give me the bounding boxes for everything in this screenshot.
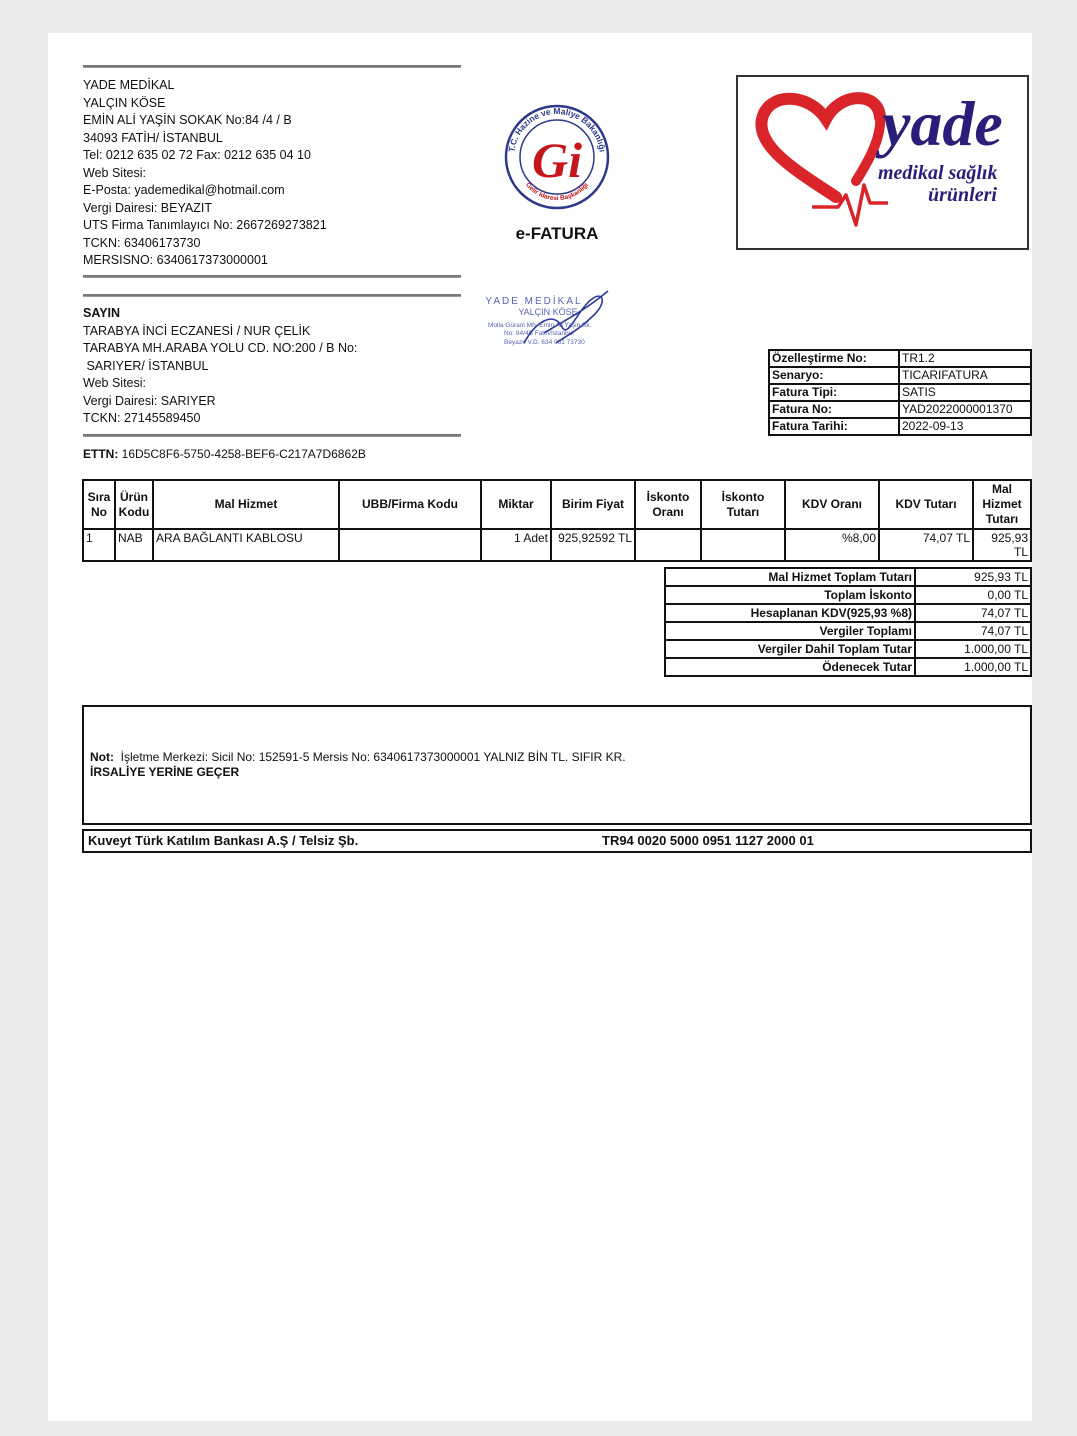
divider [83,294,461,297]
note-line-2: İRSALİYE YERİNE GEÇER [90,765,240,779]
meta-row [769,418,1031,435]
note-content [90,750,626,780]
totals-label: Vergiler Dahil Toplam Tutar [665,640,915,658]
buyer-info [83,305,463,428]
totals-value: 1.000,00 TL [915,658,1031,676]
seller-city: 34093 FATİH/ İSTANBUL [83,130,223,145]
totals-value: 74,07 TL [915,622,1031,640]
totals-value: 0,00 TL [915,586,1031,604]
totals-row [665,658,1031,676]
logo-brand: yade [882,88,1003,159]
meta-row [769,384,1031,401]
seller-owner: YALÇIN KÖSE [83,95,166,110]
totals-label: Toplam İskonto [665,586,915,604]
buyer-tckn: TCKN: 27145589450 [83,411,201,425]
note-text: İşletme Merkezi: Sicil No: 152591-5 Mersis No: 6340617373000001 YALNIZ BİN TL. SIFIR KR. [120,750,626,764]
meta-value: YAD2022000001370 [899,401,1031,418]
seller-name: YADE MEDİKAL [83,78,175,92]
col-kdv-orani: KDV Oranı [785,480,879,529]
stamp-line-3: Mollа Gürani Mh. Emin Ali Yaşin Sk. [488,322,592,329]
company-logo-box [736,75,1029,250]
cell-ubb [339,529,481,561]
cell-sira: 1 [83,529,115,561]
totals-row [665,604,1031,622]
seller-email: E-Posta: yademedikal@hotmail.com [83,183,285,197]
totals-label: Hesaplanan KDV(925,93 %8) [665,604,915,622]
col-kdv-tutari: KDV Tutarı [879,480,973,529]
table-row [83,529,1031,561]
meta-label: Fatura Tarihi: [769,418,899,435]
buyer-address: TARABYA MH.ARABA YOLU CD. NO:200 / B No: [83,341,358,355]
document-type: e-FATURA [515,224,599,243]
cell-isk-tutar [701,529,785,561]
meta-value: 2022-09-13 [899,418,1031,435]
table-header-row [83,480,1031,529]
totals-row [665,640,1031,658]
totals-label: Ödenecek Tutar [665,658,915,676]
logo-tagline-1: medikal sağlık [878,162,998,184]
seller-tckn: TCKN: 63406173730 [83,235,201,250]
seller-address: EMİN ALİ YAŞİN SOKAK No:84 /4 / B [83,113,292,127]
stamp-line-4: No: 84/4B Fatih/İstanbul [504,330,574,337]
meta-row [769,367,1031,384]
meta-label: Özelleştirme No: [769,350,899,367]
seller-info [83,77,463,270]
totals-row [665,568,1031,586]
cell-mal: ARA BAĞLANTI KABLOSU [153,529,339,561]
totals-label: Mal Hizmet Toplam Tutarı [665,568,915,586]
seal-letter: Gi [532,132,582,188]
col-sira: Sıra No [83,480,115,529]
totals-value: 1.000,00 TL [915,640,1031,658]
ettn [83,446,366,464]
cell-kod: NAB [115,529,153,561]
totals-value: 925,93 TL [915,568,1031,586]
cell-birim: 925,92592 TL [551,529,635,561]
seller-phone: Tel: 0212 635 02 72 Fax: 0212 635 04 10 [83,148,311,162]
buyer-tax-office: Vergi Dairesi: SARIYER [83,393,216,408]
totals-value: 74,07 TL [915,604,1031,622]
meta-value: TR1.2 [899,350,1031,367]
seller-website: Web Sitesi: [83,165,146,180]
cell-miktar: 1 Adet [481,529,551,561]
company-stamp [484,281,634,353]
seal-ring-text: T.C. Hazine ve Maliye Bakanlığı [506,106,608,153]
line-items-table [82,479,1032,562]
gib-seal-icon [500,103,614,211]
buyer-name: TARABYA İNCİ ECZANESİ / NUR ÇELİK [83,323,311,338]
seller-mersis: MERSISNO: 6340617373000001 [83,253,268,267]
invoice-meta-table [768,349,1032,436]
col-urun-kodu: Ürün Kodu [115,480,153,529]
buyer-heading: SAYIN [83,306,121,320]
stamp-line-2: YALÇIN KÖSE [518,307,578,317]
cell-kdv-oran: %8,00 [785,529,879,561]
note-label: Not: [90,750,114,764]
stamp-line-1: YADE MEDİKAL [485,296,583,307]
ettn-label: ETTN: [83,447,119,461]
divider [83,434,461,437]
stamp-line-5: Beyazıt V.D. 634 061 73730 [504,339,585,346]
meta-label: Fatura No: [769,401,899,418]
meta-row [769,401,1031,418]
col-birim-fiyat: Birim Fiyat [551,480,635,529]
seal-bottom-text: Gelir İdaresi Başkanlığı [524,181,590,203]
seller-uts-no: UTS Firma Tanımlayıcı No: 2667269273821 [83,218,327,232]
col-ubb: UBB/Firma Kodu [339,480,481,529]
cell-isk-oran [635,529,701,561]
bank-iban: TR94 0020 5000 0951 1127 2000 01 [602,833,814,848]
buyer-website: Web Sitesi: [83,376,146,390]
invoice-page [48,33,1032,1421]
totals-table [664,567,1032,677]
divider [83,275,461,278]
logo-tagline-2: ürünleri [928,184,997,206]
buyer-city: SARIYER/ İSTANBUL [83,358,209,373]
divider [83,65,461,68]
totals-label: Vergiler Toplamı [665,622,915,640]
col-mal-hizmet: Mal Hizmet [153,480,339,529]
totals-row [665,622,1031,640]
meta-label: Fatura Tipi: [769,384,899,401]
col-miktar: Miktar [481,480,551,529]
note-box [82,705,1032,825]
heart-logo-icon [738,77,1027,248]
bank-name: Kuveyt Türk Katılım Bankası A.Ş / Telsiz Şb. [88,833,359,848]
col-mh-tutari: Mal Hizmet Tutarı [973,480,1031,529]
cell-kdv-tutar: 74,07 TL [879,529,973,561]
meta-row [769,350,1031,367]
totals-row [665,586,1031,604]
bank-info-bar [82,829,1032,853]
col-iskonto-tutari: İskonto Tutarı [701,480,785,529]
ettn-value: 16D5C8F6-5750-4258-BEF6-C217A7D6862B [121,447,366,461]
meta-value: SATIS [899,384,1031,401]
cell-mh-tutar: 925,93 TL [973,529,1031,561]
col-iskonto-orani: İskonto Oranı [635,480,701,529]
seller-tax-office: Vergi Dairesi: BEYAZIT [83,200,212,215]
meta-value: TICARIFATURA [899,367,1031,384]
meta-label: Senaryo: [769,367,899,384]
